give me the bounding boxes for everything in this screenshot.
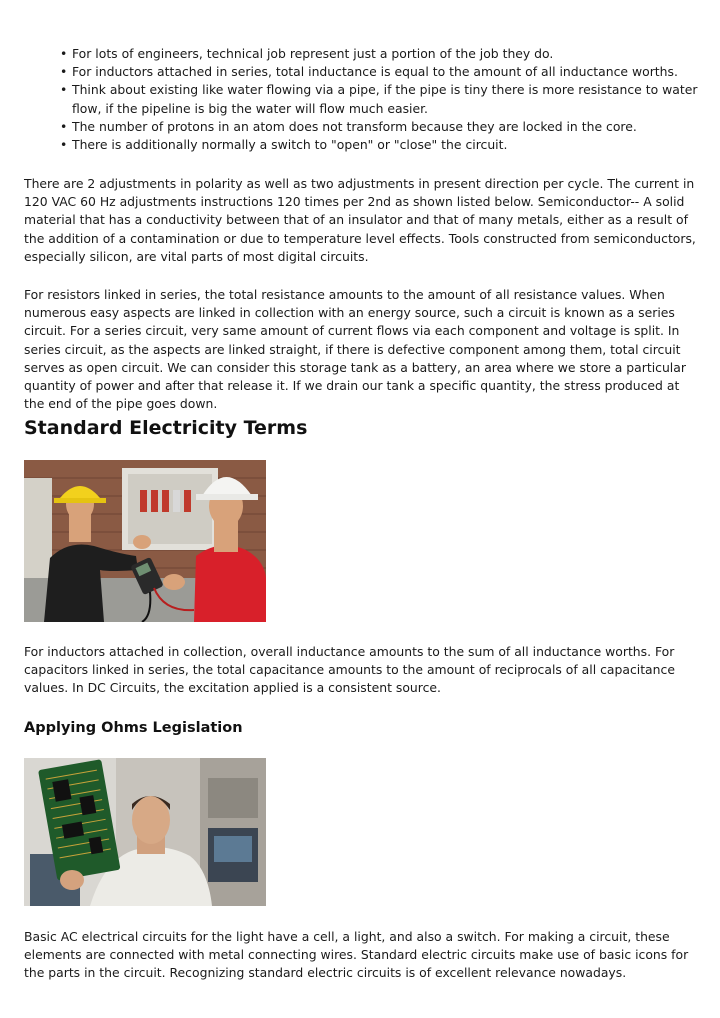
list-item: • Think about existing like water flowing via a pipe, if the pipe is tiny there is more resistance to water flow, if the pipeline is big the water will flow much easier. [58, 81, 698, 117]
heading-applying-ohms-legislation: Applying Ohms Legislation [24, 720, 243, 736]
list-item: • There is additionally normally a switch to "open" or "close" the circuit. [58, 136, 698, 154]
list-item: • For lots of engineers, technical job represent just a portion of the job they do. [58, 45, 698, 63]
heading-standard-electricity-terms: Standard Electricity Terms [24, 417, 308, 439]
paragraph-ac-circuits: Basic AC electrical circuits for the light have a cell, a light, and also a switch. For making a circuit, these elements are connected with metal connecting wires. Standard electric circuits make use of basic icons for the parts in the circuit. Recognizing standard electric circuits is of excellent relevance nowadays. [24, 929, 689, 981]
electricians-photo [24, 460, 266, 622]
circuit-board-photo [24, 758, 266, 906]
bullet-list [58, 45, 698, 154]
list-item: • For inductors attached in series, total inductance is equal to the amount of all inductance worths. [58, 63, 698, 81]
paragraph-resistors: For resistors linked in series, the total resistance amounts to the amount of all resistance values. When numerous easy aspects are linked in collection with an energy source, such a circuit is known as a series circuit. For a series circuit, very same amount of current flows via each component and voltage is split. In series circuit, as the aspects are linked straight, if there is defective component among them, total circuit serves as open circuit. We can consider this storage tank as a battery, an area where we store a particular quantity of power and after that release it. If we drain our tank a specific quantity, the stress produced at the end of the pipe goes down. [24, 287, 686, 412]
paragraph-polarity: There are 2 adjustments in polarity as well as two adjustments in present direction per cycle. The current in 120 VAC 60 Hz adjustments instructions 120 times per 2nd as shown listed below. Semiconductor-- A solid material that has a conductivity between that of an insulator and that of many metals, either as a result of the addition of a contamination or due to temperature level effects. Tools constructed from semiconductors, especially silicon, are vital parts of most digital circuits. [24, 176, 696, 264]
list-item: • The number of protons in an atom does not transform because they are locked in the core. [58, 118, 698, 136]
paragraph-inductors: For inductors attached in collection, overall inductance amounts to the sum of all inductance worths. For capacitors linked in series, the total capacitance amounts to the amount of reciprocals of all capacitance values. In DC Circuits, the excitation applied is a consistent source. [24, 644, 675, 696]
